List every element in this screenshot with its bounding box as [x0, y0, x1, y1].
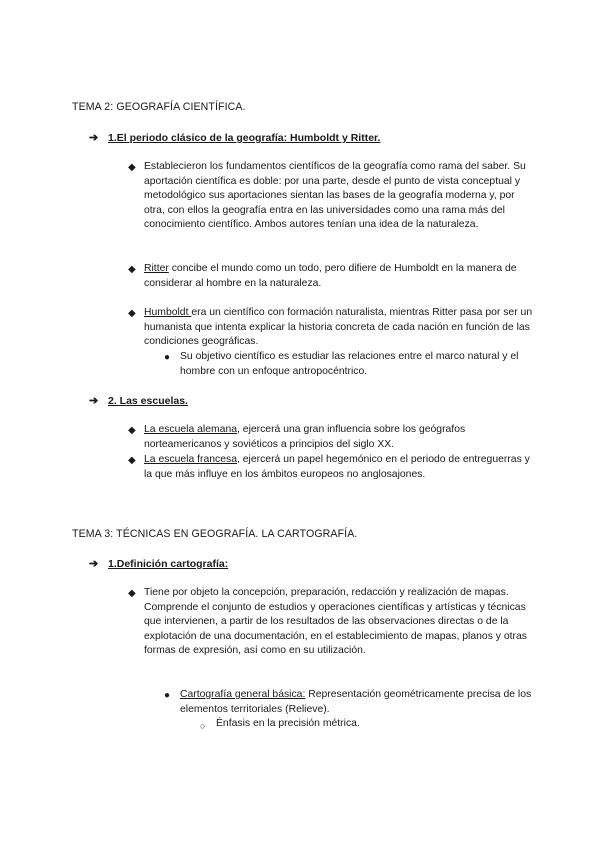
tema2-bullet1: Establecieron los fundamentos científicos de la geografía como rama del saber. Su aportación científica es doble: por una parte, desde el punto de vista conceptual y metodológico sus aportaciones sientan las bases de la geografía moderna y, por otra, con ellos la geografía entra en las universidades como una rama más del conocimiento científico. Ambos autores tenían una idea de la naturaleza. [144, 161, 526, 231]
tema3-bullet1: Tiene por objeto la concepción, preparación, redacción y realización de mapas. Comprende el conjunto de estudios y operaciones científicas y artísticas y técnicas que intervienen, a partir de los resultados de las observaciones directas o de la explotación de una documentación, en el establecimiento de mapas, planos y otras formas de expresión, así como en su utilización. [144, 587, 527, 657]
bullet2-text: concibe el mundo como un todo, pero difiere de Humboldt en la manera de considerar al hombre en la naturaleza. [144, 263, 517, 289]
tema2-title: TEMA 2: GEOGRAFÍA CIENTÍFICA. [72, 101, 246, 113]
tema2-bullet3 [144, 306, 534, 350]
bullet4-text: , ejercerá una gran influencia sobre los geógrafos norteamericanos y soviéticos a principios del siglo XX. [144, 424, 466, 450]
diamond-bullet-icon: ◆ [128, 588, 136, 599]
tema2-bullet4 [144, 423, 534, 452]
tema3-title: TEMA 3: TÉCNICAS EN GEOGRAFÍA. LA CARTOGRAFÍA. [72, 528, 358, 540]
diamond-bullet-icon: ◆ [128, 425, 136, 436]
term-cartografia-general: Cartografía general básica: [180, 689, 306, 700]
tema2-section1-heading: 1.El periodo clásico de la geografía: Humboldt y Ritter. [108, 132, 381, 144]
circle-bullet-icon: ○ [200, 721, 206, 731]
dot-bullet-icon: ● [164, 352, 171, 363]
tema3-subsub-bullet: Énfasis en la precisión métrica. [216, 718, 360, 729]
bullet5-text: , ejercerá un papel hegemónico en el periodo de entreguerras y la que más influye en los ámbitos europeos no anglosajones. [144, 454, 530, 480]
arrow-icon: ➔ [89, 132, 99, 144]
term-humboldt: Humboldt [144, 307, 192, 318]
tema3-section1-heading: 1.Definición cartografía: [108, 558, 229, 570]
bullet3-text: era un científico con formación naturalista, mientras Ritter pasa por ser un humanista que intenta explicar la historia concreta de cada nación en función de las condiciones geográficas. [144, 307, 533, 348]
tema2-section2-heading: 2. Las escuelas. [108, 395, 188, 407]
sub-bullet-text: Representación geométricamente precisa de los elementos territoriales (Relieve). [180, 689, 532, 715]
arrow-icon: ➔ [89, 558, 99, 570]
diamond-bullet-icon: ◆ [128, 264, 136, 275]
diamond-bullet-icon: ◆ [128, 308, 136, 319]
tema3-sub-bullet [180, 688, 534, 717]
tema2-bullet2 [144, 262, 534, 291]
term-escuela-francesa: La escuela francesa [144, 454, 237, 465]
diamond-bullet-icon: ◆ [128, 162, 136, 173]
dot-bullet-icon: ● [164, 690, 171, 701]
term-ritter: Ritter [144, 263, 169, 274]
tema2-bullet3-sub: Su objetivo científico es estudiar las relaciones entre el marco natural y el hombre con un enfoque antropocéntrico. [180, 351, 519, 377]
arrow-icon: ➔ [89, 395, 99, 407]
diamond-bullet-icon: ◆ [128, 455, 136, 466]
tema2-bullet5 [144, 453, 534, 482]
term-escuela-alemana: La escuela alemana [144, 424, 238, 435]
